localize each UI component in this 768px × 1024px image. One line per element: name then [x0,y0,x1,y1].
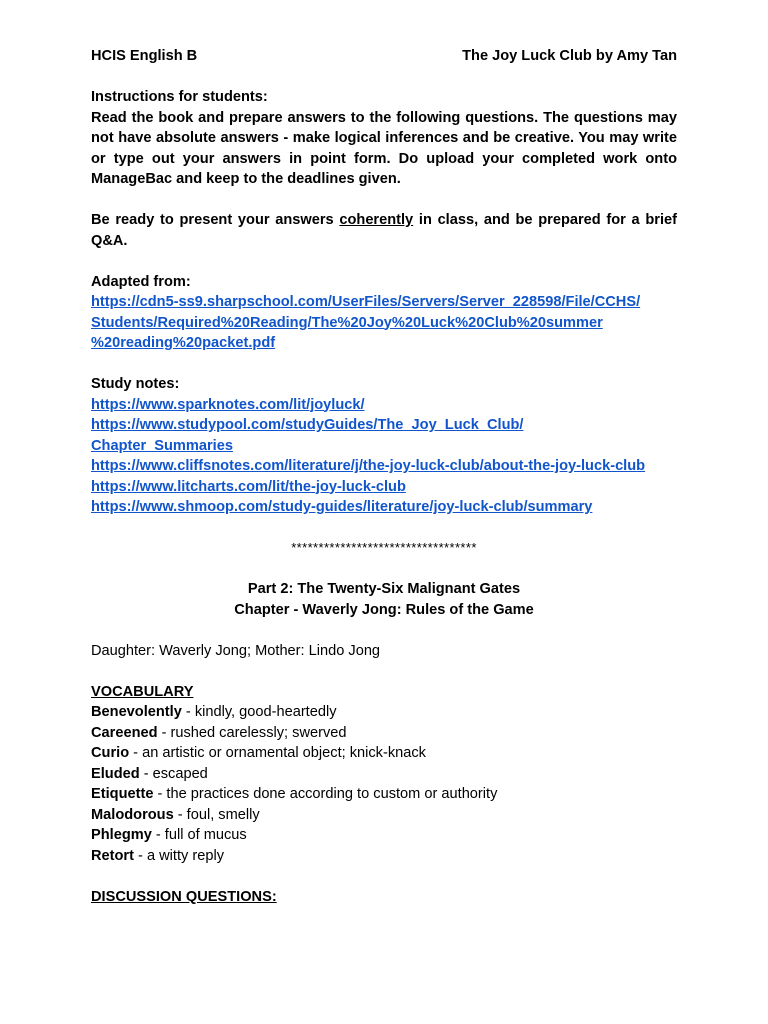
vocab-definition: - the practices done according to custom or authority [153,786,498,802]
chapter-title: Chapter - Waverly Jong: Rules of the Game [234,601,534,618]
vocabulary-heading: VOCABULARY [91,683,194,700]
present-underlined-word: coherently [339,212,414,228]
book-title: The Joy Luck Club by Amy Tan [462,48,677,64]
vocab-term: Curio [91,745,130,761]
vocab-term: Malodorous [91,806,174,823]
vocab-item [91,743,677,764]
present-text-before: Be ready to present your answers [91,212,340,228]
document-content [91,46,677,907]
adapted-link-line-2[interactable]: Students/Required%20Reading/The%20Joy%20Luck%20Club%20summer [91,314,603,331]
instructions-body: Read the book and prepare answers to the following questions. The questions may not have absolute answers - make logical inferences and be creative. You may write or type out your answers in point form. Do upload your completed work onto ManageBac and keep to the deadlines given. [91,109,677,187]
vocab-term: Eluded [91,765,140,782]
course-name: HCIS English B [91,48,198,64]
vocab-item [91,764,677,785]
vocab-definition: - a witty reply [133,847,224,864]
vocab-definition: - kindly, good-heartedly [181,704,337,720]
studypool-link-continued[interactable]: Chapter_Summaries [91,437,233,454]
characters-line: Daughter: Waverly Jong; Mother: Lindo Jong [91,642,381,659]
sparknotes-link[interactable]: https://www.sparknotes.com/lit/joyluck/ [91,396,365,413]
adapted-link[interactable] [91,292,677,354]
vocab-item [91,702,677,723]
vocab-term: Phlegmy [91,827,152,843]
vocab-item [91,723,677,744]
instructions-heading: Instructions for students: [91,89,268,105]
vocab-item [91,846,677,867]
vocab-term: Etiquette [91,786,154,802]
studypool-link[interactable]: https://www.studypool.com/studyGuides/The_Joy_Luck_Club/ [91,417,524,433]
vocab-term: Benevolently [91,704,182,720]
vocab-term: Retort [91,847,134,864]
study-notes-heading: Study notes: [91,376,180,392]
adapted-link-line-3[interactable]: %20reading%20packet.pdf [91,335,276,351]
vocab-definition: - escaped [139,765,208,782]
vocab-item [91,784,677,805]
page-header [91,46,677,67]
part-title: Part 2: The Twenty-Six Malignant Gates [247,581,521,597]
section-divider: ********************************** [291,540,477,555]
present-note [91,210,677,251]
vocab-item [91,825,677,846]
shmoop-link[interactable]: https://www.shmoop.com/study-guides/literature/joy-luck-club/summary [91,499,593,515]
vocab-definition: - foul, smelly [173,806,260,823]
vocab-definition: - an artistic or ornamental object; knick-knack [129,745,426,761]
adapted-link-line-1[interactable]: https://cdn5-ss9.sharpschool.com/UserFiles/Servers/Server_228598/File/CCHS/ [91,294,641,310]
litcharts-link[interactable]: https://www.litcharts.com/lit/the-joy-luck-club [91,478,406,495]
cliffsnotes-link[interactable]: https://www.cliffsnotes.com/literature/j/the-joy-luck-club/about-the-joy-luck-club [91,458,646,474]
vocab-term: Careened [91,724,158,741]
vocab-definition: - full of mucus [151,827,247,843]
vocab-definition: - rushed carelessly; swerved [157,724,347,741]
present-text-after: in class, and be prepared for a brief Q&A. [91,212,678,249]
discussion-heading: DISCUSSION QUESTIONS: [91,888,277,905]
adapted-heading: Adapted from: [91,273,191,290]
vocab-item [91,805,677,826]
